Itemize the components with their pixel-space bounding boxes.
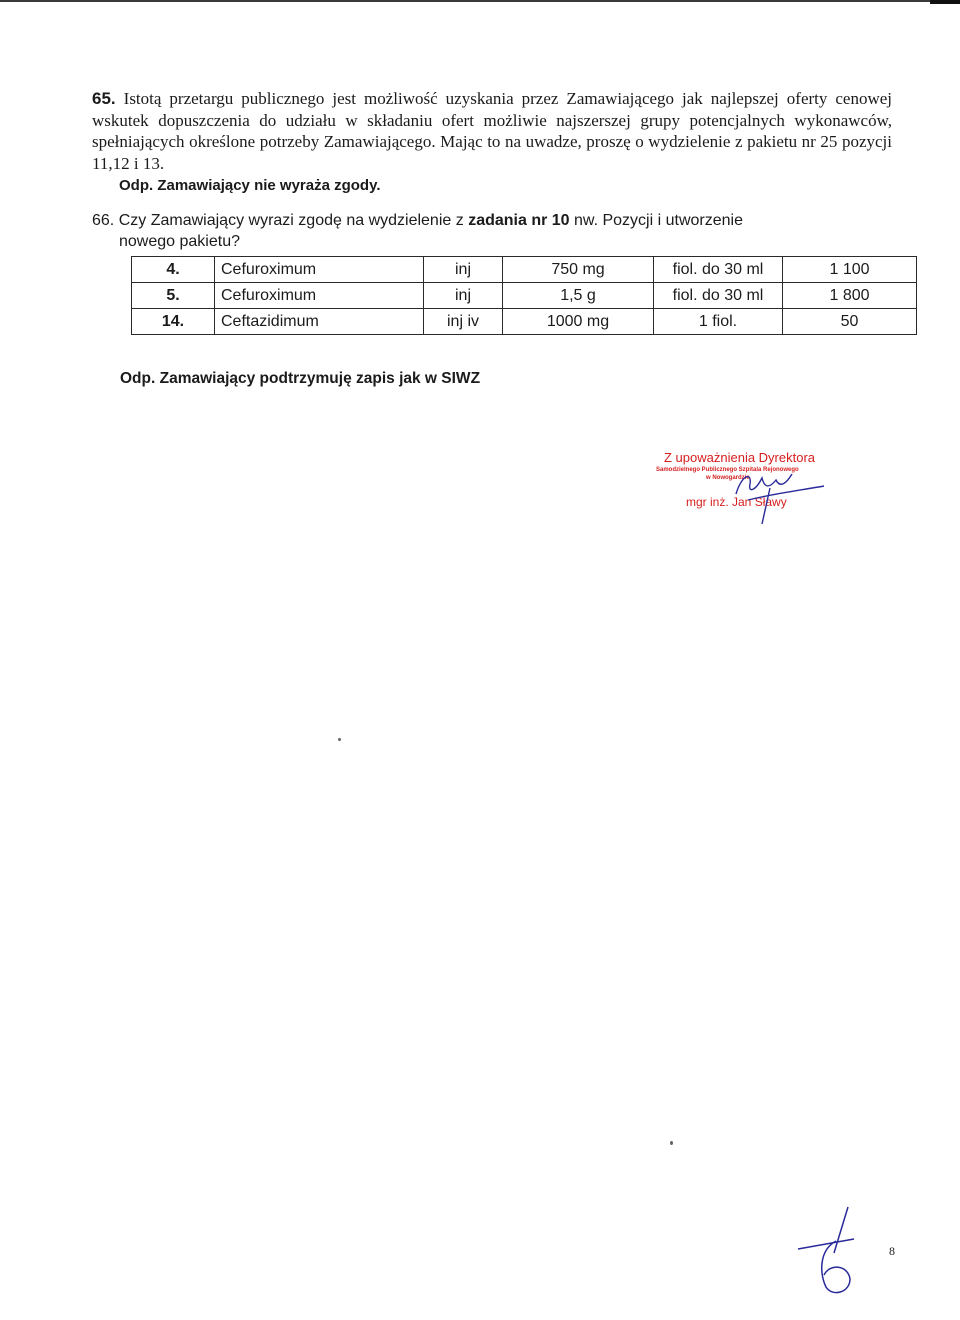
answer-66: Odp. Zamawiający podtrzymuję zapis jak w SIWZ (120, 370, 481, 387)
answer-65: Odp. Zamawiający nie wyraża zgody. (119, 177, 381, 194)
table-row: 5. Cefuroximum inj 1,5 g fiol. do 30 ml 1 800 (132, 283, 917, 309)
stamp-line-2: Samodzielnego Publicznego Szpitala Rejonowego (656, 467, 799, 473)
stamp-line-4: mgr inż. Jan Sławy (686, 495, 787, 509)
scan-corner-mark (930, 0, 960, 4)
question-number: 65. (92, 89, 116, 108)
items-table (131, 256, 917, 335)
page-number: 8 (889, 1244, 895, 1258)
table-row: 14. Ceftazidimum inj iv 1000 mg 1 fiol. 50 (132, 309, 917, 335)
scan-top-edge (0, 0, 930, 2)
question-66: 66. Czy Zamawiający wyrazi zgodę na wydzielenie z zadania nr 10 nw. Pozycji i utworzenie nowego pakietu? (92, 212, 743, 250)
question-text: Istotą przetargu publicznego jest możliwość uzyskania przez Zamawiającego jak najlepszej oferty cenowej wskutek dopuszczenia do udziału w składaniu ofert możliwie najszerszej grupy potencjalnych wykonawców, spełniających określone potrzeby Zamawiającego. Mając to na uwadze, proszę o wydzielenie z pakietu nr 25 pozycji 11,12 i 13. (92, 89, 893, 173)
question-65 (92, 88, 892, 197)
table-row: 4. Cefuroximum inj 750 mg fiol. do 30 ml 1 100 (132, 257, 917, 283)
stamp-line-3: w Nowogardzie (706, 475, 750, 481)
question-number: 66. (92, 212, 115, 229)
signature-stamp (652, 444, 852, 534)
initial-signature (790, 1205, 860, 1300)
stamp-line-1: Z upoważnienia Dyrektora (664, 450, 816, 465)
scan-speck (670, 1141, 673, 1145)
scan-speck (338, 738, 341, 741)
